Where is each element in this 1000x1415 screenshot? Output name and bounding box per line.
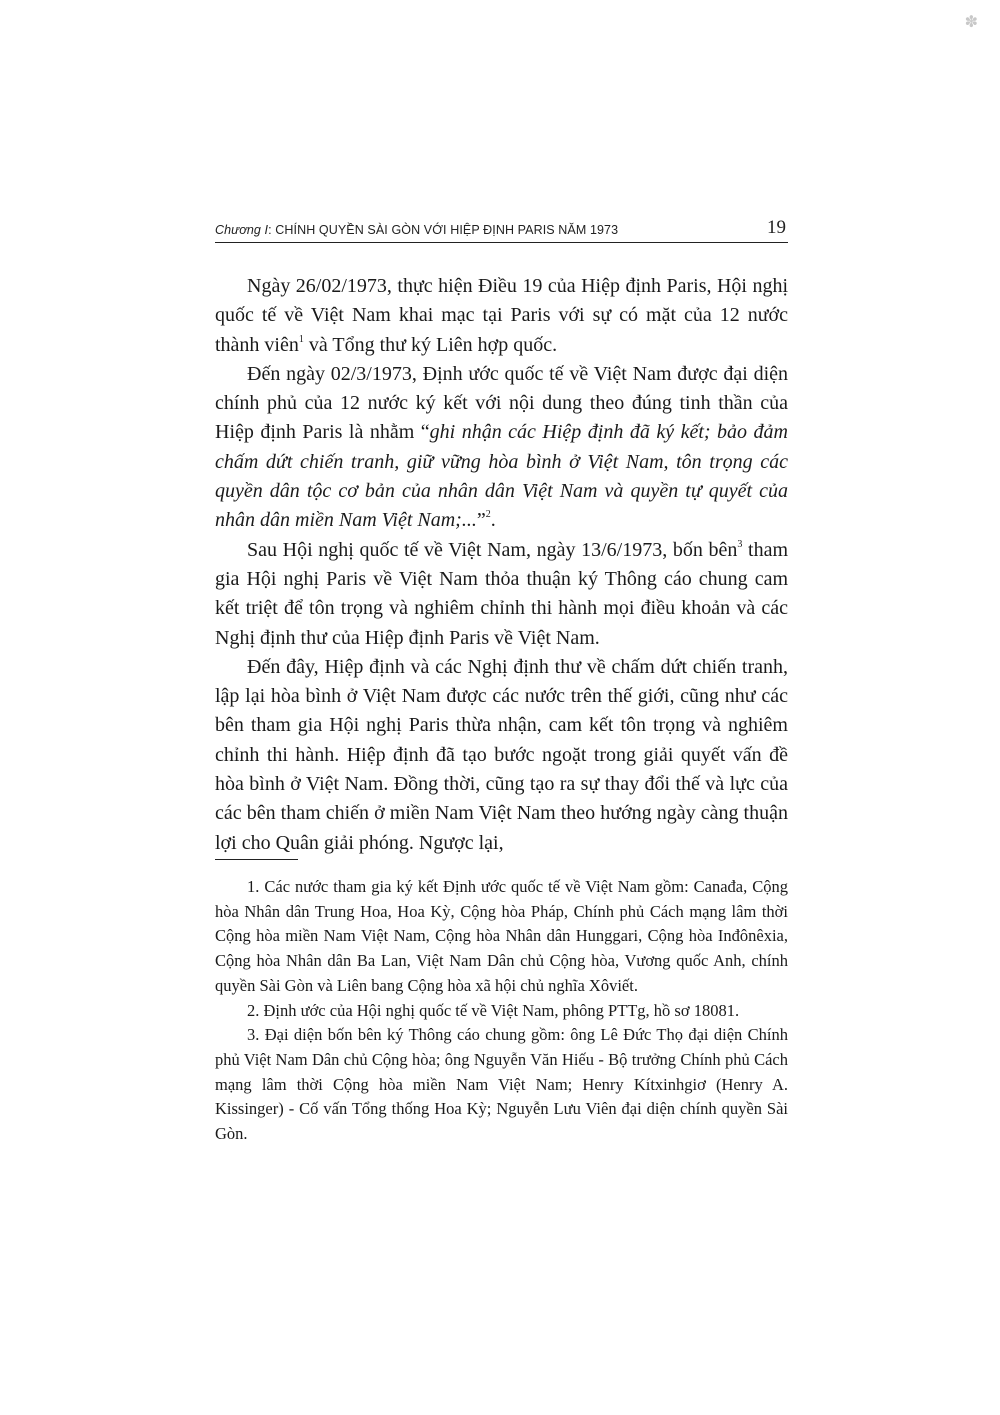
- paragraph-2: [215, 360, 788, 536]
- footnote-ref-3: 3: [737, 538, 743, 550]
- paragraph-4: Đến đây, Hiệp định và các Nghị định thư về chấm dứt chiến tranh, lập lại hòa bình ở Việt Nam được các nước trên thế giới, cũng như các bên tham gia Hội nghị Paris thừa nhận, cam kết tôn trọng và nghiêm chỉnh thi hành. Hiệp định đã tạo bước ngoặt trong giải quyết vấn đề hòa bình ở Việt Nam. Đồng thời, cũng tạo ra sự thay đổi thế và lực của các bên tham chiến ở miền Nam Việt Nam theo hướng ngày càng thuận lợi cho Quân giải phóng. Ngược lại,: [215, 655, 788, 854]
- footnotes: [215, 875, 788, 1147]
- chapter-header: [215, 223, 618, 237]
- paragraph-text: Sau Hội nghị quốc tế về Việt Nam, ngày 13/6/1973, bốn bên: [247, 538, 738, 561]
- footnote-ref-2: 2: [485, 509, 491, 521]
- paragraph-text: .: [490, 509, 496, 532]
- footnote-1: 1. Các nước tham gia ký kết Định ước quốc tế về Việt Nam gồm: Canađa, Cộng hòa Nhân dân Trung Hoa, Hoa Kỳ, Cộng hòa Pháp, Chính phủ Cách mạng lâm thời Cộng hòa miền Nam Việt Nam, Cộng hòa Nhân dân Hunggari, Cộng hòa Inđônêxia, Cộng hòa Nhân dân Ba Lan, Việt Nam Dân chủ Cộng hòa, Vương quốc Anh, chính quyền Sài Gòn và Liên bang Cộng hòa xã hội chủ nghĩa Xôviết.: [215, 877, 788, 995]
- running-header: [215, 218, 788, 243]
- paragraph-text: Đến ngày 02/3/1973, Định ước quốc tế về Việt Nam được đại diện chính phủ của 12 nước ký kết với nội dung theo đúng tinh thần của Hiệp định Paris là nhằm “: [215, 362, 788, 444]
- footnote-2: 2. Định ước của Hội nghị quốc tế về Việt Nam, phông PTTg, hồ sơ 18081.: [247, 1000, 740, 1020]
- paragraph-3: [215, 536, 788, 653]
- footnote-ref-1: 1: [298, 333, 304, 345]
- paragraph-text: và Tổng thư ký Liên hợp quốc.: [303, 333, 558, 356]
- chapter-label: Chương I: [215, 223, 269, 237]
- body-text: [215, 272, 788, 858]
- footnote-divider: [215, 859, 298, 860]
- chapter-title: : CHÍNH QUYỀN SÀI GÒN VỚI HIỆP ĐỊNH PARIS NĂM 1973: [268, 223, 619, 237]
- paragraph-text: ”: [476, 509, 486, 532]
- corner-flower-icon: ✽: [964, 12, 978, 31]
- paragraph-1: [215, 272, 788, 360]
- quoted-text: ghi nhận các Hiệp định đã ký kết; bảo đảm chấm dứt chiến tranh, giữ vững hòa bình ở Việt Nam, tôn trọng các quyền dân tộc cơ bản của nhân dân Việt Nam và quyền tự quyết của nhân dân miền Nam Việt Nam;...: [215, 421, 788, 532]
- footnote-3: 3. Đại diện bốn bên ký Thông cáo chung gồm: ông Lê Đức Thọ đại diện Chính phủ Việt Nam Dân chủ Cộng hòa; ông Nguyễn Văn Hiếu - Bộ trưởng Chính phủ Cách mạng lâm thời Cộng hòa miền Nam Việt Nam; Henry Kítxinhgiơ (Henry A. Kissinger) - Cố vấn Tổng thống Hoa Kỳ; Nguyễn Lưu Viên đại diện chính quyền Sài Gòn.: [215, 1025, 788, 1144]
- paragraph-text: tham gia Hội nghị Paris về Việt Nam thỏa thuận ký Thông cáo chung cam kết triệt để tôn trọng và nghiêm chỉnh thi hành mọi điều khoản và các Nghị định thư của Hiệp định Paris về Việt Nam.: [215, 538, 789, 649]
- paragraph-text: Ngày 26/02/1973, thực hiện Điều 19 của Hiệp định Paris, Hội nghị quốc tế về Việt Nam khai mạc tại Paris với sự có mặt của 12 nước thành viên: [215, 275, 788, 356]
- page-number: 19: [767, 217, 786, 238]
